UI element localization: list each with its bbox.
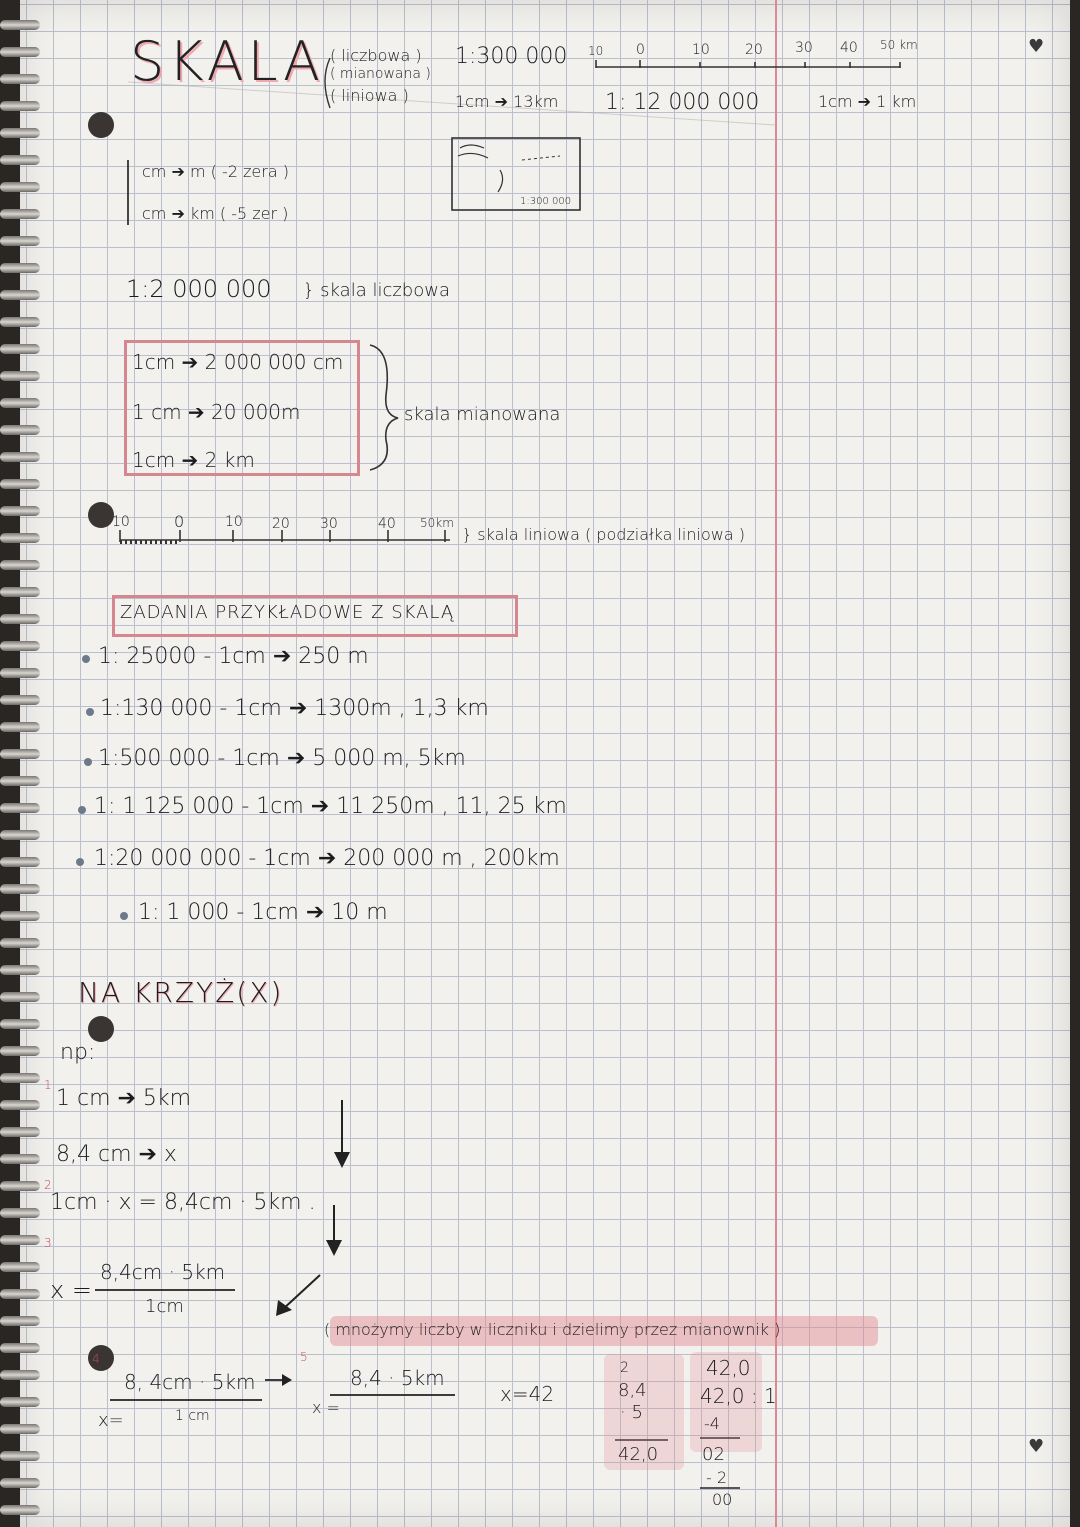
mini-tick: 10 [692,42,710,58]
liniowa-tick: 10 [225,514,243,530]
scale-12m: 1: 12 000 000 [605,90,760,115]
bullet [76,858,84,866]
mult-carry: 2 [620,1360,629,1376]
div-line: 42,0 [706,1356,751,1380]
heart-icon: ♥ [1028,1436,1045,1457]
type-liniowa: ( liniowa ) [330,86,409,105]
map-scale-label: 1:300 000 [520,196,572,207]
cm-1km: 1cm ➔ 1 km [818,92,917,111]
step-number: 3 [44,1236,52,1250]
div-line: -4 [704,1414,720,1433]
liniowa-tick: 30 [320,516,338,532]
frac3-lhs: x = [50,1276,92,1304]
step-number: 1 [44,1078,52,1092]
liniowa-tick: 50km [420,516,454,530]
zadanie-item: 1:130 000 - 1cm ➔ 1300m , 1,3 km [100,696,489,721]
mini-tick: 20 [745,42,763,58]
div-line: 42,0 : 1 [700,1384,777,1408]
frac5-lhs: x = [312,1398,340,1417]
frac4-num: 8, 4cm · 5km [124,1370,256,1394]
liniowa-label: } skala liniowa ( podziałka liniowa ) [462,525,745,544]
conv-cm-m: cm ➔ m ( -2 zera ) [142,162,289,181]
frac4-lhs: x= [98,1410,124,1431]
krzyz-title: NA KRZYŻ(X) [78,976,284,1009]
zadanie-item: 1: 25000 - 1cm ➔ 250 m [98,644,369,669]
page-title: SKALA [130,30,324,93]
mini-tick: 30 [795,40,813,56]
zadanie-item: 1:500 000 - 1cm ➔ 5 000 m, 5km [98,746,466,771]
div-line: 02 [702,1444,725,1465]
scale-300k: 1:300 000 [455,44,568,69]
liczbowa-label: } skala liczbowa [303,280,450,301]
zadanie-item: 1:20 000 000 - 1cm ➔ 200 000 m , 200km [94,846,560,871]
liniowa-tick: 0 [174,512,185,531]
frac5-num: 8,4 · 5km [350,1366,445,1390]
mini-tick: 50 km [880,38,918,52]
mult-line: 8,4 [618,1380,647,1401]
liniowa-tick: 40 [378,516,396,532]
frac4-den: 1 cm [175,1408,210,1424]
div-line: - 2 [706,1468,728,1487]
liniowa-tick: 10 [112,514,130,530]
mianowana-line: 1cm ➔ 2 km [132,448,255,472]
mini-tick: 10 [588,44,604,58]
conv-cm-km: cm ➔ km ( -5 zer ) [142,204,289,223]
frac3-den: 1cm [145,1296,184,1317]
zadanie-item: 1: 1 125 000 - 1cm ➔ 11 250m , 11, 25 km [94,794,567,819]
type-liczbowa: ( liczbowa ) [330,46,422,65]
mult-line: · 5 [620,1402,643,1423]
cm-13km: 1cm ➔ 13km [455,92,559,111]
bullet [82,655,90,663]
step1b: 8,4 cm ➔ x [56,1142,177,1167]
step-number: 4 [92,1352,100,1366]
mianowana-line: 1cm ➔ 2 000 000 cm [132,350,344,374]
zadania-title: ZADANIA PRZYKŁADOWE Z SKALĄ [120,602,455,623]
div-line: 00 [712,1490,733,1509]
bullet [86,708,94,716]
type-mianowana: ( mianowana ) [330,66,431,82]
heart-icon: ♥ [1028,36,1045,57]
liniowa-tick: 20 [272,516,290,532]
step-number: 5 [300,1350,308,1364]
method-note: ( mnożymy liczby w liczniku i dzielimy przez mianownik ) [324,1320,781,1339]
mini-tick: 0 [636,42,645,58]
mini-tick: 40 [840,40,858,56]
step-number: 2 [44,1178,52,1192]
mianowana-line: 1 cm ➔ 20 000m [132,400,301,424]
bullet [120,912,128,920]
step1: 1 cm ➔ 5km [56,1086,192,1111]
liczbowa-value: 1:2 000 000 [126,275,272,303]
np-label: np: [60,1040,96,1065]
mult-result: 42,0 [618,1444,659,1465]
bullet [78,806,86,814]
step2: 1cm · x = 8,4cm · 5km . [50,1190,316,1215]
bullet [84,758,92,766]
frac3-num: 8,4cm · 5km [100,1260,226,1284]
result: x=42 [500,1382,555,1406]
zadanie-item: 1: 1 000 - 1cm ➔ 10 m [138,900,388,925]
mianowana-label: skala mianowana [404,404,561,425]
